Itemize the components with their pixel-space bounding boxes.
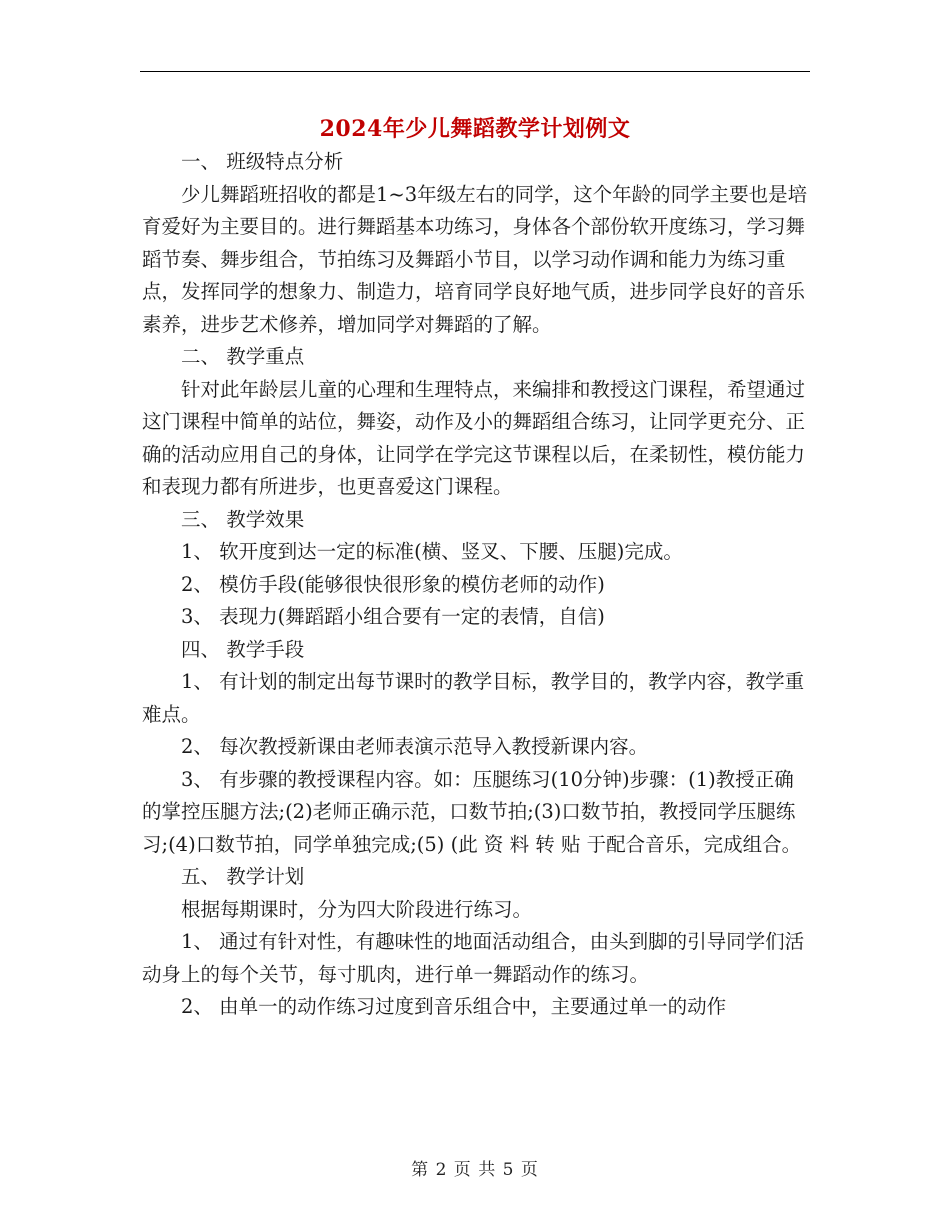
document-body (142, 146, 812, 1024)
list-item: 2、 模仿手段(能够很快很形象的模仿老师的动作) (181, 572, 605, 596)
list-item: 2、 由单一的动作练习过度到音乐组合中，主要通过单一的动作 (181, 995, 727, 1018)
body-paragraph: 根据每期课时，分为四大阶段进行练习。 (181, 897, 533, 921)
section-heading-1: 一、 班级特点分析 (181, 150, 344, 173)
list-item: 2、 每次教授新课由老师表演示范导入教授新课内容。 (181, 735, 649, 758)
list-item: 1、 软开度到达一定的标准(横、竖叉、下腰、压腿)完成。 (181, 540, 683, 563)
section-heading-5: 五、 教学计划 (181, 865, 305, 888)
document-title: 2024年少儿舞蹈教学计划例文 (319, 116, 631, 142)
section-heading-3: 三、 教学效果 (181, 507, 305, 531)
list-item: 3、 表现力(舞蹈蹈小组合要有一定的表情，自信) (181, 605, 605, 628)
body-paragraph: 针对此年龄层儿童的心理和生理特点，来编排和教授这门课程，希望通过这门课程中简单的站位，舞姿，动作及小的舞蹈组合练习，让同学更充分、正确的活动应用自己的身体，让同学在学完这节课程以后，在柔韧性，模仿能力和表现力都有所进步，也更喜爱这门课程。 (142, 377, 806, 498)
header-rule (140, 71, 810, 72)
list-item: 1、 通过有针对性，有趣味性的地面活动组合，由头到脚的引导同学们活动身上的每个关节，每寸肌肉，进行单一舞蹈动作的练习。 (142, 930, 805, 986)
page-number-footer: 第 2 页 共 5 页 (411, 1160, 539, 1180)
list-item: 1、 有计划的制定出每节课时的教学目标，教学目的，教学内容，教学重难点。 (142, 670, 805, 726)
body-paragraph: 少儿舞蹈班招收的都是1~3年级左右的同学，这个年龄的同学主要也是培育爱好为主要目的。进行舞蹈基本功练习，身体各个部份软开度练习，学习舞蹈节奏、舞步组合，节拍练习及舞蹈小节目，以学习动作调和能力为练习重点，发挥同学的想象力、制造力，培育同学良好地气质，进步同学良好的音乐素养，进步艺术修养，增加同学对舞蹈的了解。 (142, 182, 808, 336)
list-item: 3、 有步骤的教授课程内容。如：压腿练习(10分钟)步骤：(1)教授正确的掌控压腿方法;(2)老师正确示范，口数节拍;(3)口数节拍，教授同学压腿练习;(4)口数节拍，同学单独完成;(5) (此 资 料 转 贴 于配合音乐，完成组合。 (142, 767, 802, 856)
section-heading-4: 四、 教学手段 (181, 637, 305, 661)
section-heading-2: 二、 教学重点 (181, 345, 305, 368)
